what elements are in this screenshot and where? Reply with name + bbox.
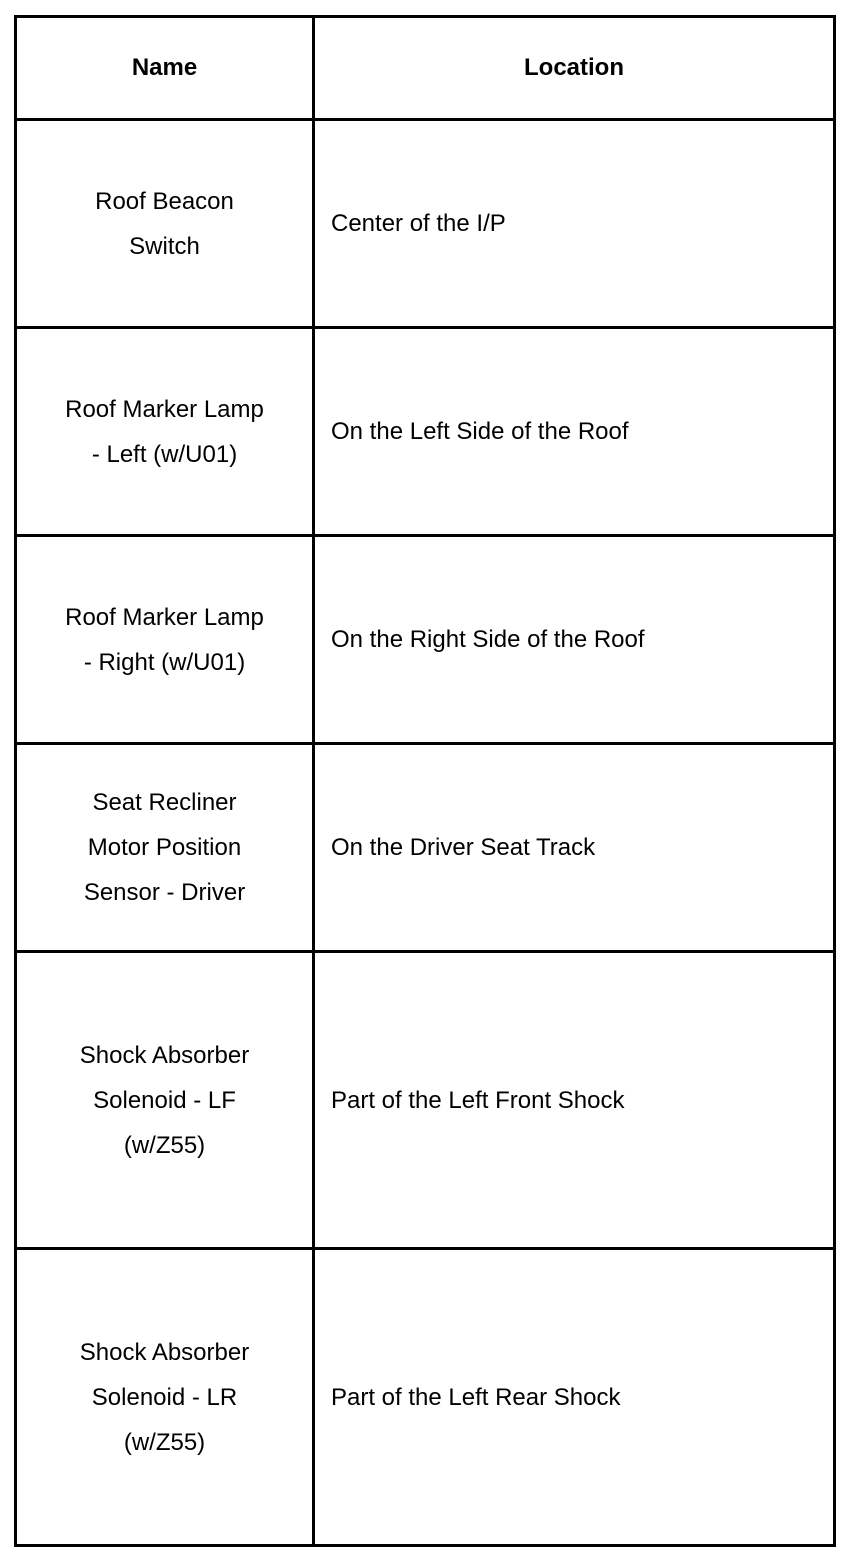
component-name-line: - Left (w/U01) <box>91 440 238 468</box>
component-location-cell: Part of the Left Front Shock <box>314 952 835 1249</box>
component-name-line: (w/Z55) <box>123 1131 206 1159</box>
component-name-line: Switch <box>129 232 200 260</box>
name-column-header: Name <box>16 17 314 120</box>
component-location-cell: On the Driver Seat Track <box>314 744 835 952</box>
component-name-line: Roof Marker Lamp <box>65 395 264 423</box>
component-name-line: Shock Absorber <box>79 1338 250 1366</box>
table-row <box>16 1249 835 1546</box>
component-name-line: Solenoid - LF <box>93 1086 236 1114</box>
component-name-line: Roof Beacon <box>95 187 234 215</box>
component-name-cell <box>16 744 314 952</box>
table-row <box>16 952 835 1249</box>
component-name-cell <box>16 1249 314 1546</box>
component-location-table <box>14 15 836 1547</box>
component-location-cell: On the Left Side of the Roof <box>314 328 835 536</box>
component-name-line: Roof Marker Lamp <box>65 603 264 631</box>
table-row <box>16 744 835 952</box>
component-location-cell: Center of the I/P <box>314 120 835 328</box>
table-row <box>16 328 835 536</box>
table-header-row <box>16 17 835 120</box>
component-location-cell: Part of the Left Rear Shock <box>314 1249 835 1546</box>
component-location-cell: On the Right Side of the Roof <box>314 536 835 744</box>
component-location-sheet <box>14 15 836 1547</box>
component-name-line: Solenoid - LR <box>91 1383 238 1411</box>
table-row <box>16 536 835 744</box>
component-name-cell <box>16 328 314 536</box>
component-name-line: Shock Absorber <box>79 1041 250 1069</box>
table-row <box>16 120 835 328</box>
component-name-line: Motor Position <box>87 834 242 861</box>
location-column-header: Location <box>314 17 835 120</box>
component-name-line: (w/Z55) <box>123 1428 206 1456</box>
component-name-cell <box>16 952 314 1249</box>
component-name-cell <box>16 536 314 744</box>
component-name-line: - Right (w/U01) <box>83 648 246 676</box>
component-name-line: Sensor - Driver <box>83 879 246 906</box>
component-name-cell <box>16 120 314 328</box>
component-name-line: Seat Recliner <box>92 789 237 816</box>
